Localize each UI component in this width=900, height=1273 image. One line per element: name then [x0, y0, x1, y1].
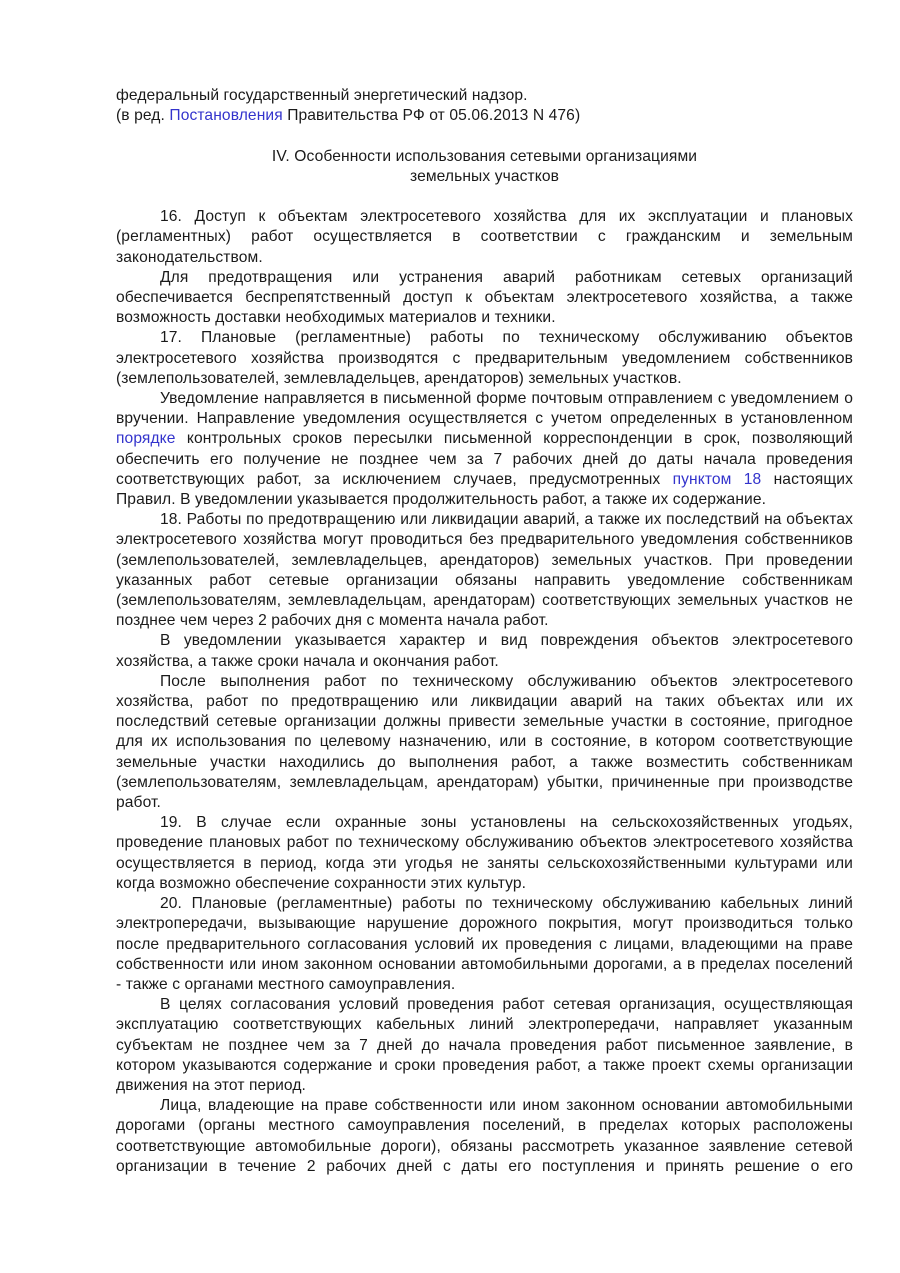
paragraph-18-3 [116, 672, 853, 813]
text-run: В уведомлении указывается характер и вид повреждения объектов электросетевого хозяйства, а также сроки начала и окончания работ. [116, 632, 853, 670]
paragraph-16 [116, 207, 853, 268]
paragraph-20-3 [116, 1096, 853, 1177]
section-heading-line-1 [116, 147, 853, 167]
paragraph-16-2 [116, 268, 853, 329]
text-run: 17. Плановые (регламентные) работы по техническому обслуживанию объектов электросетевого хозяйства производятся с предварительным уведомлением собственников (землепользователей, землевладельцев, арендаторов) земельных участков. [116, 329, 853, 387]
text-run: IV. Особенности использования сетевыми организациями [271, 147, 698, 165]
paragraph-19 [116, 813, 853, 894]
blank-line [116, 187, 853, 207]
paragraph-17 [116, 328, 853, 389]
document-link[interactable]: пунктом 18 [672, 470, 762, 488]
document-content [116, 86, 853, 1177]
text-run: федеральный государственный энергетический надзор. [116, 87, 528, 104]
text-run: 19. В случае если охранные зоны установлены на сельскохозяйственных угодьях, проведение плановых работ по техническому обслуживанию объектов электросетевого хозяйства осуществляется в период, когда эти угодья не заняты сельскохозяйственными культурами или когда возможно обеспечение сохранности этих культур. [116, 814, 853, 892]
text-run: После выполнения работ по техническому обслуживанию объектов электросетевого хозяйства, работ по предотвращению или ликвидации аварий на таких объектах или их последствий сетевые организации должны привести земельные участки в состояние, пригодное для их использования по целевому назначению, или в состояние, в котором соответствующие земельные участки находились до выполнения работ, а также возместить собственникам (землепользователям, землевладельцам, арендаторам) убытки, причиненные при производстве работ. [116, 672, 853, 812]
section-heading-line-2 [116, 167, 853, 187]
document-link[interactable]: Постановления [169, 107, 283, 125]
text-run: (в ред. [116, 107, 170, 125]
edit-note-paragraph [116, 106, 853, 126]
text-run: 18. Работы по предотвращению или ликвидации аварий, а также их последствий на объектах электросетевого хозяйства могут проводиться без предварительного уведомления собственников (землепользователей, землевладельцев, арендаторов) земельных участков. При проведении указанных работ сетевые организации обязаны направить уведомление собственникам (землепользователям, землевладельцам, арендаторам) соответствующих земельных участков не позднее чем через 2 рабочих дня с момента начала работ. [116, 511, 853, 630]
paragraph-17-2 [116, 389, 853, 510]
text-run: настоящих Правил. В уведомлении указывается продолжительность работ, а также их содержание. [116, 470, 853, 509]
text-run: 20. Плановые (регламентные) работы по техническому обслуживанию кабельных линий электропередачи, вызывающие нарушение дорожного покрытия, могут производиться только после предварительного согласования условий их проведения с лицами, владеющими на праве собственности или ином законном основании автомобильными дорогами, а в пределах поселений - также с органами местного самоуправления. [116, 895, 853, 993]
paragraph-18 [116, 510, 853, 631]
paragraph-20 [116, 894, 853, 995]
document-link[interactable]: порядке [116, 430, 176, 448]
text-run: Для предотвращения или устранения аварий работникам сетевых организаций обеспечивается беспрепятственный доступ к объектам электросетевого хозяйства, а также возможность доставки необходимых материалов и техники. [116, 268, 853, 327]
blank-line [116, 126, 853, 146]
text-run: земельных участков [410, 167, 559, 185]
text-run: В целях согласования условий проведения работ сетевая организация, осуществляющая эксплуатацию соответствующих кабельных линий электропередачи, направляет указанным субъектам не позднее чем за 7 дней до начала проведения работ письменное заявление, в котором указываются содержание и сроки проведения работ, а также проект схемы организации движения на этот период. [116, 996, 853, 1094]
paragraph-20-2 [116, 995, 853, 1096]
continuation-paragraph [116, 86, 853, 106]
text-run: 16. Доступ к объектам электросетевого хозяйства для их эксплуатации и плановых (регламентных) работ осуществляется в соответствии с гражданским и земельным законодательством. [116, 208, 853, 266]
text-run: Лица, владеющие на праве собственности или ином законном основании автомобильными дорогами (органы местного самоуправления поселений, в пределах которых расположены соответствующие автомобильные дороги), обязаны рассмотреть указанное заявление сетевой организации в течение 2 рабочих дней с даты его поступления и принять решение о его [116, 1097, 853, 1175]
text-run: контрольных сроков пересылки письменной корреспонденции в срок, позволяющий обеспечить его получение не позднее чем за 7 рабочих дней до даты начала проведения соответствующих работ, за исключением случаев, предусмотренных [116, 430, 853, 488]
text-run: Уведомление направляется в письменной форме почтовым отправлением с уведомлением о вручении. Направление уведомления осуществляется с учетом определенных в установленном [116, 390, 853, 428]
paragraph-18-2 [116, 631, 853, 671]
text-run: Правительства РФ от 05.06.2013 N 476) [282, 107, 581, 125]
